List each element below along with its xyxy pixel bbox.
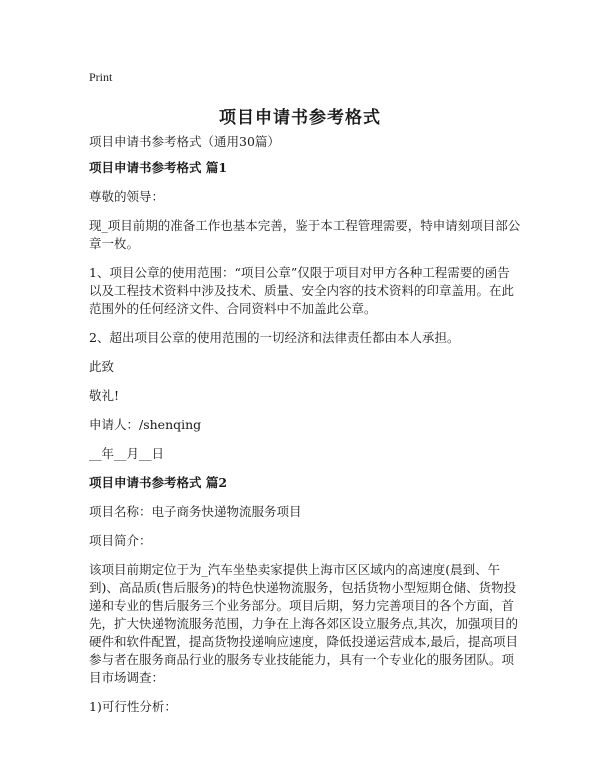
page-title: 项目申请书参考格式 xyxy=(219,108,381,128)
paragraph-intro: 现_项目前期的准备工作也基本完善，鉴于本工程管理需要，特申请刻项目部公章一枚。 xyxy=(89,218,521,251)
applicant-line: 申请人：/shenqing xyxy=(89,417,202,432)
feasibility-line: 1)可行性分析： xyxy=(89,699,177,714)
print-link[interactable]: Print xyxy=(89,70,113,84)
section-heading-2: 项目申请书参考格式 篇2 xyxy=(89,475,228,490)
closing-line-2: 敬礼! xyxy=(89,388,120,403)
closing-line-1: 此致 xyxy=(89,359,115,374)
project-name-line: 项目名称：电子商务快递物流服务项目 xyxy=(89,504,302,519)
paragraph-scope: 1、项目公章的使用范围：“项目公章”仅限于项目对甲方各种工程需要的函告以及工程技术资料中涉及技术、质量、安全内容的技术资料的印章盖用。在此范围外的任何经济文件、合同资料中不加盖此公章。 xyxy=(89,265,515,316)
document-body xyxy=(89,133,521,727)
section-heading-1: 项目申请书参考格式 篇1 xyxy=(89,160,228,175)
project-intro-label: 项目简介： xyxy=(89,533,152,548)
date-line: __年__月__日 xyxy=(89,446,165,461)
project-intro-text: 该项目前期定位于为_汽车坐垫卖家提供上海市区区域内的高速度(晨到、午到)、高品质(售后服务)的特色快递物流服务，包括货物小型短期仓储、货物投递和专业的售后服务三个业务部分。项目后期，努力完善项目的各个方面，首先，扩大快递物流服务范围，力争在上海各郊区设立服务点,其次，加强项目的硬件和软件配置，提高货物投递响应速度，降低投递运营成本,最后，提高项目参与者在服务商品行业的服务专业技能能力，具有一个专业化的服务团队。项目市场调查： xyxy=(89,562,518,685)
paragraph-liability: 2、超出项目公章的使用范围的一切经济和法律责任都由本人承担。 xyxy=(89,330,460,345)
document-subtitle: 项目申请书参考格式（通用30篇） xyxy=(89,134,280,149)
greeting: 尊敬的领导： xyxy=(89,189,165,204)
